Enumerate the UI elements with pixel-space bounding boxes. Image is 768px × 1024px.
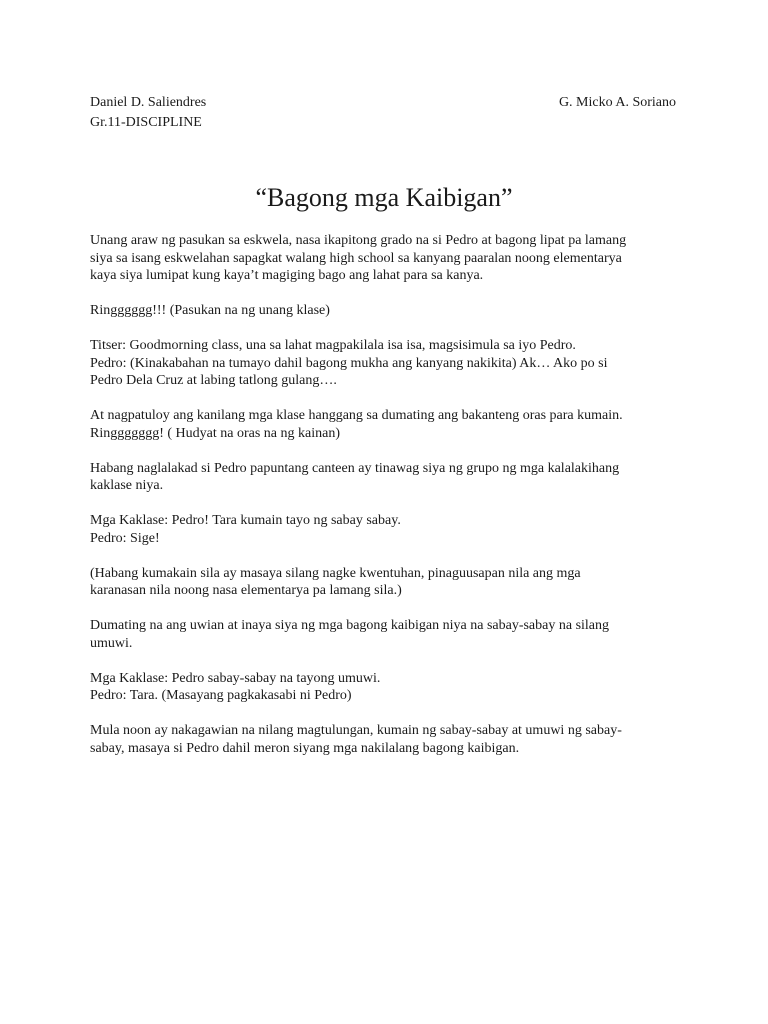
document-body (90, 232, 680, 775)
text-line: Habang naglalakad si Pedro papuntang canteen ay tinawag siya ng grupo ng mga kalalakihang (90, 460, 620, 476)
paragraph (90, 565, 680, 600)
text-line: Pedro: Sige! (90, 530, 160, 546)
paragraph (90, 407, 680, 442)
text-line: Mga Kaklase: Pedro! Tara kumain tayo ng sabay sabay. (90, 513, 401, 528)
grade-section: Gr.11-DISCIPLINE (90, 115, 202, 130)
paragraph (90, 512, 680, 547)
text-line: karanasan nila noong nasa elementarya pa lamang sila.) (90, 583, 402, 598)
document-title: “Bagong mga Kaibigan” (255, 183, 513, 212)
text-line: umuwi. (90, 635, 133, 651)
text-line: At nagpatuloy ang kanilang mga klase hanggang sa dumating ang bakanteng oras para kumain. (90, 408, 623, 423)
text-line: Pedro: Tara. (Masayang pagkakasabi ni Pedro) (90, 688, 352, 703)
text-line: kaklase niya. (90, 478, 164, 493)
text-line: Pedro: (Kinakabahan na tumayo dahil bagong mukha ang kanyang nakikita) Ak… Ako po si (90, 355, 608, 371)
text-line: Dumating na ang uwian at inaya siya ng mga bagong kaibigan niya na sabay-sabay na silang (90, 618, 610, 633)
text-line: Pedro Dela Cruz at labing tatlong gulang…. (90, 373, 337, 388)
paragraph (90, 670, 680, 705)
paragraph (90, 460, 680, 495)
text-line: Unang araw ng pasukan sa eskwela, nasa ikapitong grado na si Pedro at bagong lipat pa lamang (90, 233, 627, 248)
header-row-section (90, 114, 676, 132)
header-row-names (90, 94, 676, 112)
paragraph (90, 722, 680, 757)
paragraph (90, 337, 680, 390)
text-line: Titser: Goodmorning class, una sa lahat magpakilala isa isa, magsisimula sa iyo Pedro. (90, 338, 576, 353)
text-line: (Habang kumakain sila ay masaya silang nagke kwentuhan, pinaguusapan nila ang mga (90, 565, 581, 581)
text-line: Ringggggg!!! (Pasukan na ng unang klase) (90, 303, 330, 318)
paragraph (90, 617, 680, 652)
text-line: Mga Kaklase: Pedro sabay-sabay na tayong umuwi. (90, 670, 381, 686)
paragraph (90, 232, 680, 285)
author-name: Daniel D. Saliendres (90, 95, 207, 110)
text-line: Mula noon ay nakagawian na nilang magtulungan, kumain ng sabay-sabay at umuwi ng sabay- (90, 723, 622, 738)
text-line: kaya siya lumipat kung kaya’t magiging bago ang lahat para sa kanya. (90, 268, 484, 283)
paragraph (90, 302, 680, 320)
text-line: siya sa isang eskwelahan sapagkat walang high school sa kanyang paaralan noong elementarya (90, 250, 622, 266)
text-line: sabay, masaya si Pedro dahil meron siyang mga nakilalang bagong kaibigan. (90, 740, 520, 756)
text-line: Ringgggggg! ( Hudyat na oras na ng kainan) (90, 425, 340, 441)
teacher-name: G. Micko A. Soriano (558, 95, 676, 110)
